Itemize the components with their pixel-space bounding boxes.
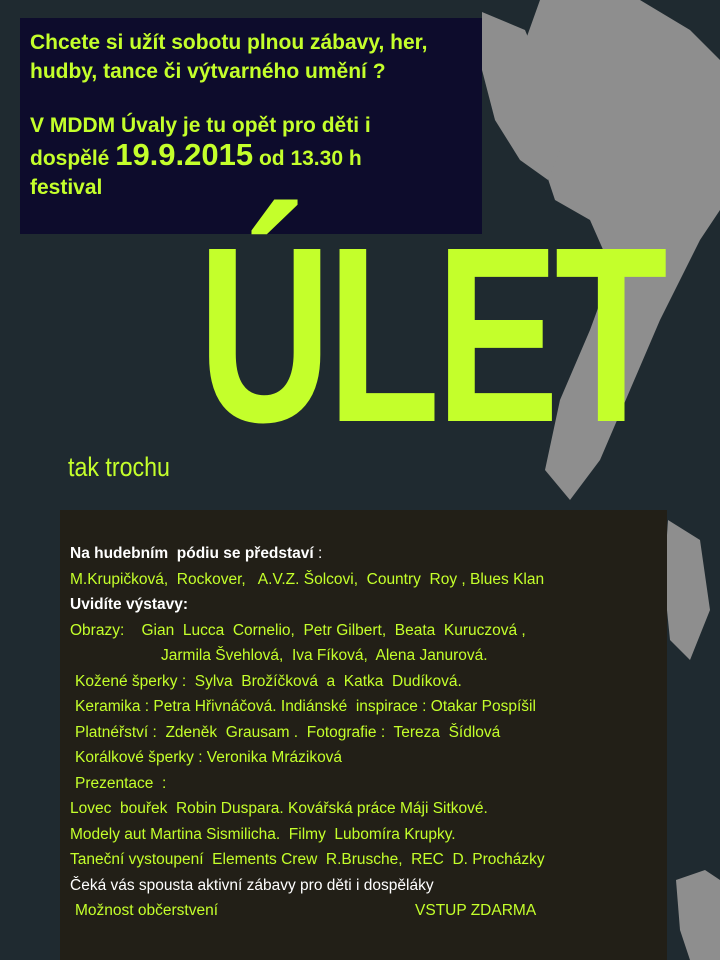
exhibitions-heading: Uvidíte výstavy:	[70, 596, 189, 613]
armor-photography: Platnéřství : Zdeněk Grausam . Fotografie : Tereza Šídlová	[75, 723, 501, 741]
event-time: od 13.30 h	[253, 147, 362, 170]
presentation-storm-hunter: Lovec bouřek Robin Duspara. Kovářská práce Máji Sitkové.	[70, 800, 488, 817]
intro-line-1: Chcete si užít sobotu plnou zábavy, her,	[30, 31, 428, 54]
activities-note: Čeká vás spousta aktivní zábavy pro děti i dospěláky	[70, 876, 434, 894]
festival-subtitle: tak trochu	[68, 452, 170, 482]
stage-performers: M.Krupičková, Rockover, A.V.Z. Šolcovi, Country Roy , Blues Klan	[70, 570, 545, 588]
presentations-heading: Prezentace :	[75, 774, 167, 792]
stage-heading-colon: :	[313, 545, 323, 562]
free-entry: VSTUP ZDARMA	[415, 902, 537, 919]
footer-line	[60, 898, 667, 924]
stage-heading-text: Na hudebním pódiu se představí	[70, 545, 314, 562]
leather-jewelry: Kožené šperky : Sylva Brožíčková a Katka Dudíková.	[75, 672, 462, 690]
stage-heading	[60, 541, 667, 567]
dance-performance: Taneční vystoupení Elements Crew R.Brusche, REC D. Procházky	[70, 851, 545, 868]
refreshments-note: Možnost občerstvení	[75, 902, 219, 919]
program-box	[60, 510, 667, 960]
intro-line-5: festival	[30, 176, 103, 199]
ceramics: Keramika : Petra Hřivnáčová. Indiánské inspirace : Otakar Pospíšil	[75, 698, 536, 715]
paintings-line-2: Jarmila Švehlová, Iva Fíková, Alena Janurová.	[161, 647, 488, 664]
intro-line-2: hudby, tance či výtvarného umění ?	[30, 60, 386, 83]
paintings-line-1: Obrazy: Gian Lucca Cornelio, Petr Gilbert, Beata Kuruczová ,	[70, 621, 526, 639]
intro-line-4	[30, 137, 472, 173]
bead-jewelry: Korálkové šperky : Veronika Mráziková	[75, 749, 343, 766]
intro-line-4-prefix: dospělé	[30, 147, 116, 170]
festival-title: ÚLET	[198, 195, 664, 474]
presentation-car-models: Modely aut Martina Sismilicha. Filmy Lubomíra Krupky.	[70, 825, 456, 843]
event-date: 19.9.2015	[115, 137, 254, 172]
intro-line-3: V MDDM Úvaly je tu opět pro děti i	[30, 114, 371, 137]
